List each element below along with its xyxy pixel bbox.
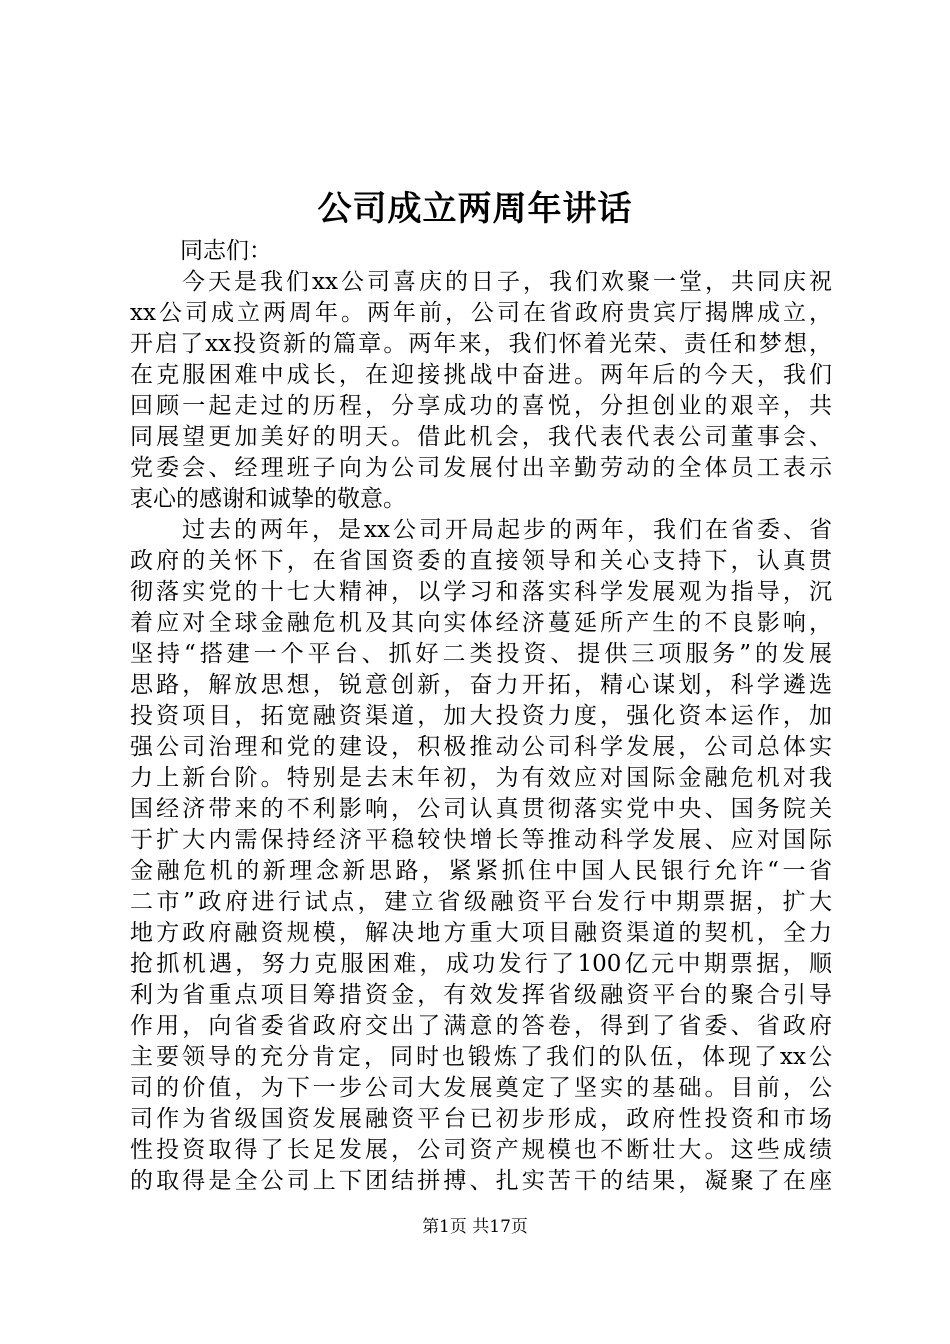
body-line: 衷心的感谢和诚挚的敬意。 — [130, 486, 406, 512]
body-line: 同展望更加美好的明天。借此机会，我代表代表公司董事会、 — [130, 424, 832, 450]
body-line: 在克服困难中成长，在迎接挑战中奋进。两年后的今天，我们 — [130, 362, 832, 388]
body-line: 司的价值，为下一步公司大发展奠定了坚实的基础。目前，公 — [130, 1075, 832, 1101]
body-line: 政府的关怀下，在省国资委的直接领导和关心支持下，认真贯 — [130, 548, 832, 574]
body-line: 于扩大内需保持经济平稳较快增长等推动科学发展、应对国际 — [130, 827, 832, 853]
body-line: 强公司治理和党的建设，积极推动公司科学发展，公司总体实 — [130, 734, 832, 760]
body-line: 过去的两年，是xx公司开局起步的两年，我们在省委、省 — [130, 517, 832, 543]
body-line: 党委会、经理班子向为公司发展付出辛勤劳动的全体员工表示 — [130, 455, 832, 481]
salutation: 同志们： — [180, 238, 272, 264]
body-line: 主要领导的充分肯定，同时也锻炼了我们的队伍，体现了xx公 — [130, 1044, 832, 1070]
body-line: 着应对全球金融危机及其向实体经济蔓延所产生的不良影响， — [130, 610, 832, 636]
body-line: 地方政府融资规模，解决地方重大项目融资渠道的契机，全力 — [130, 920, 832, 946]
body-line: 作用，向省委省政府交出了满意的答卷，得到了省委、省政府 — [130, 1013, 832, 1039]
body-line: 回顾一起走过的历程，分享成功的喜悦，分担创业的艰辛，共 — [130, 393, 832, 419]
body-line: 开启了xx投资新的篇章。两年来，我们怀着光荣、责任和梦想， — [130, 331, 832, 357]
document-body — [130, 236, 832, 1197]
body-line: 金融危机的新理念新思路，紧紧抓住中国人民银行允许“一省 — [130, 858, 832, 884]
document-title: 公司成立两周年讲话 — [317, 189, 633, 229]
body-line: 利为省重点项目筹措资金，有效发挥省级融资平台的聚合引导 — [130, 982, 832, 1008]
body-line: 抢抓机遇，努力克服困难，成功发行了100亿元中期票据，顺 — [130, 951, 832, 977]
body-line: 投资项目，拓宽融资渠道，加大投资力度，强化资本运作，加 — [130, 703, 832, 729]
page-footer: 第1页 共17页 — [422, 1217, 528, 1237]
body-line: 坚持“搭建一个平台、抓好二类投资、提供三项服务”的发展 — [130, 641, 832, 667]
body-line: 今天是我们xx公司喜庆的日子，我们欢聚一堂，共同庆祝 — [130, 269, 832, 295]
body-line: 彻落实党的十七大精神，以学习和落实科学发展观为指导，沉 — [130, 579, 832, 605]
body-line: xx公司成立两周年。两年前，公司在省政府贵宾厅揭牌成立， — [130, 300, 832, 326]
body-line: 力上新台阶。特别是去末年初，为有效应对国际金融危机对我 — [130, 765, 832, 791]
body-line: 二市”政府进行试点，建立省级融资平台发行中期票据，扩大 — [130, 889, 832, 915]
body-line: 思路，解放思想，锐意创新，奋力开拓，精心谋划，科学遴选 — [130, 672, 832, 698]
body-line: 司作为省级国资发展融资平台已初步形成，政府性投资和市场 — [130, 1106, 832, 1132]
body-line: 性投资取得了长足发展，公司资产规模也不断壮大。这些成绩 — [130, 1137, 832, 1163]
body-line: 的取得是全公司上下团结拼搏、扎实苦干的结果，凝聚了在座 — [130, 1168, 832, 1194]
body-line: 国经济带来的不利影响，公司认真贯彻落实党中央、国务院关 — [130, 796, 832, 822]
